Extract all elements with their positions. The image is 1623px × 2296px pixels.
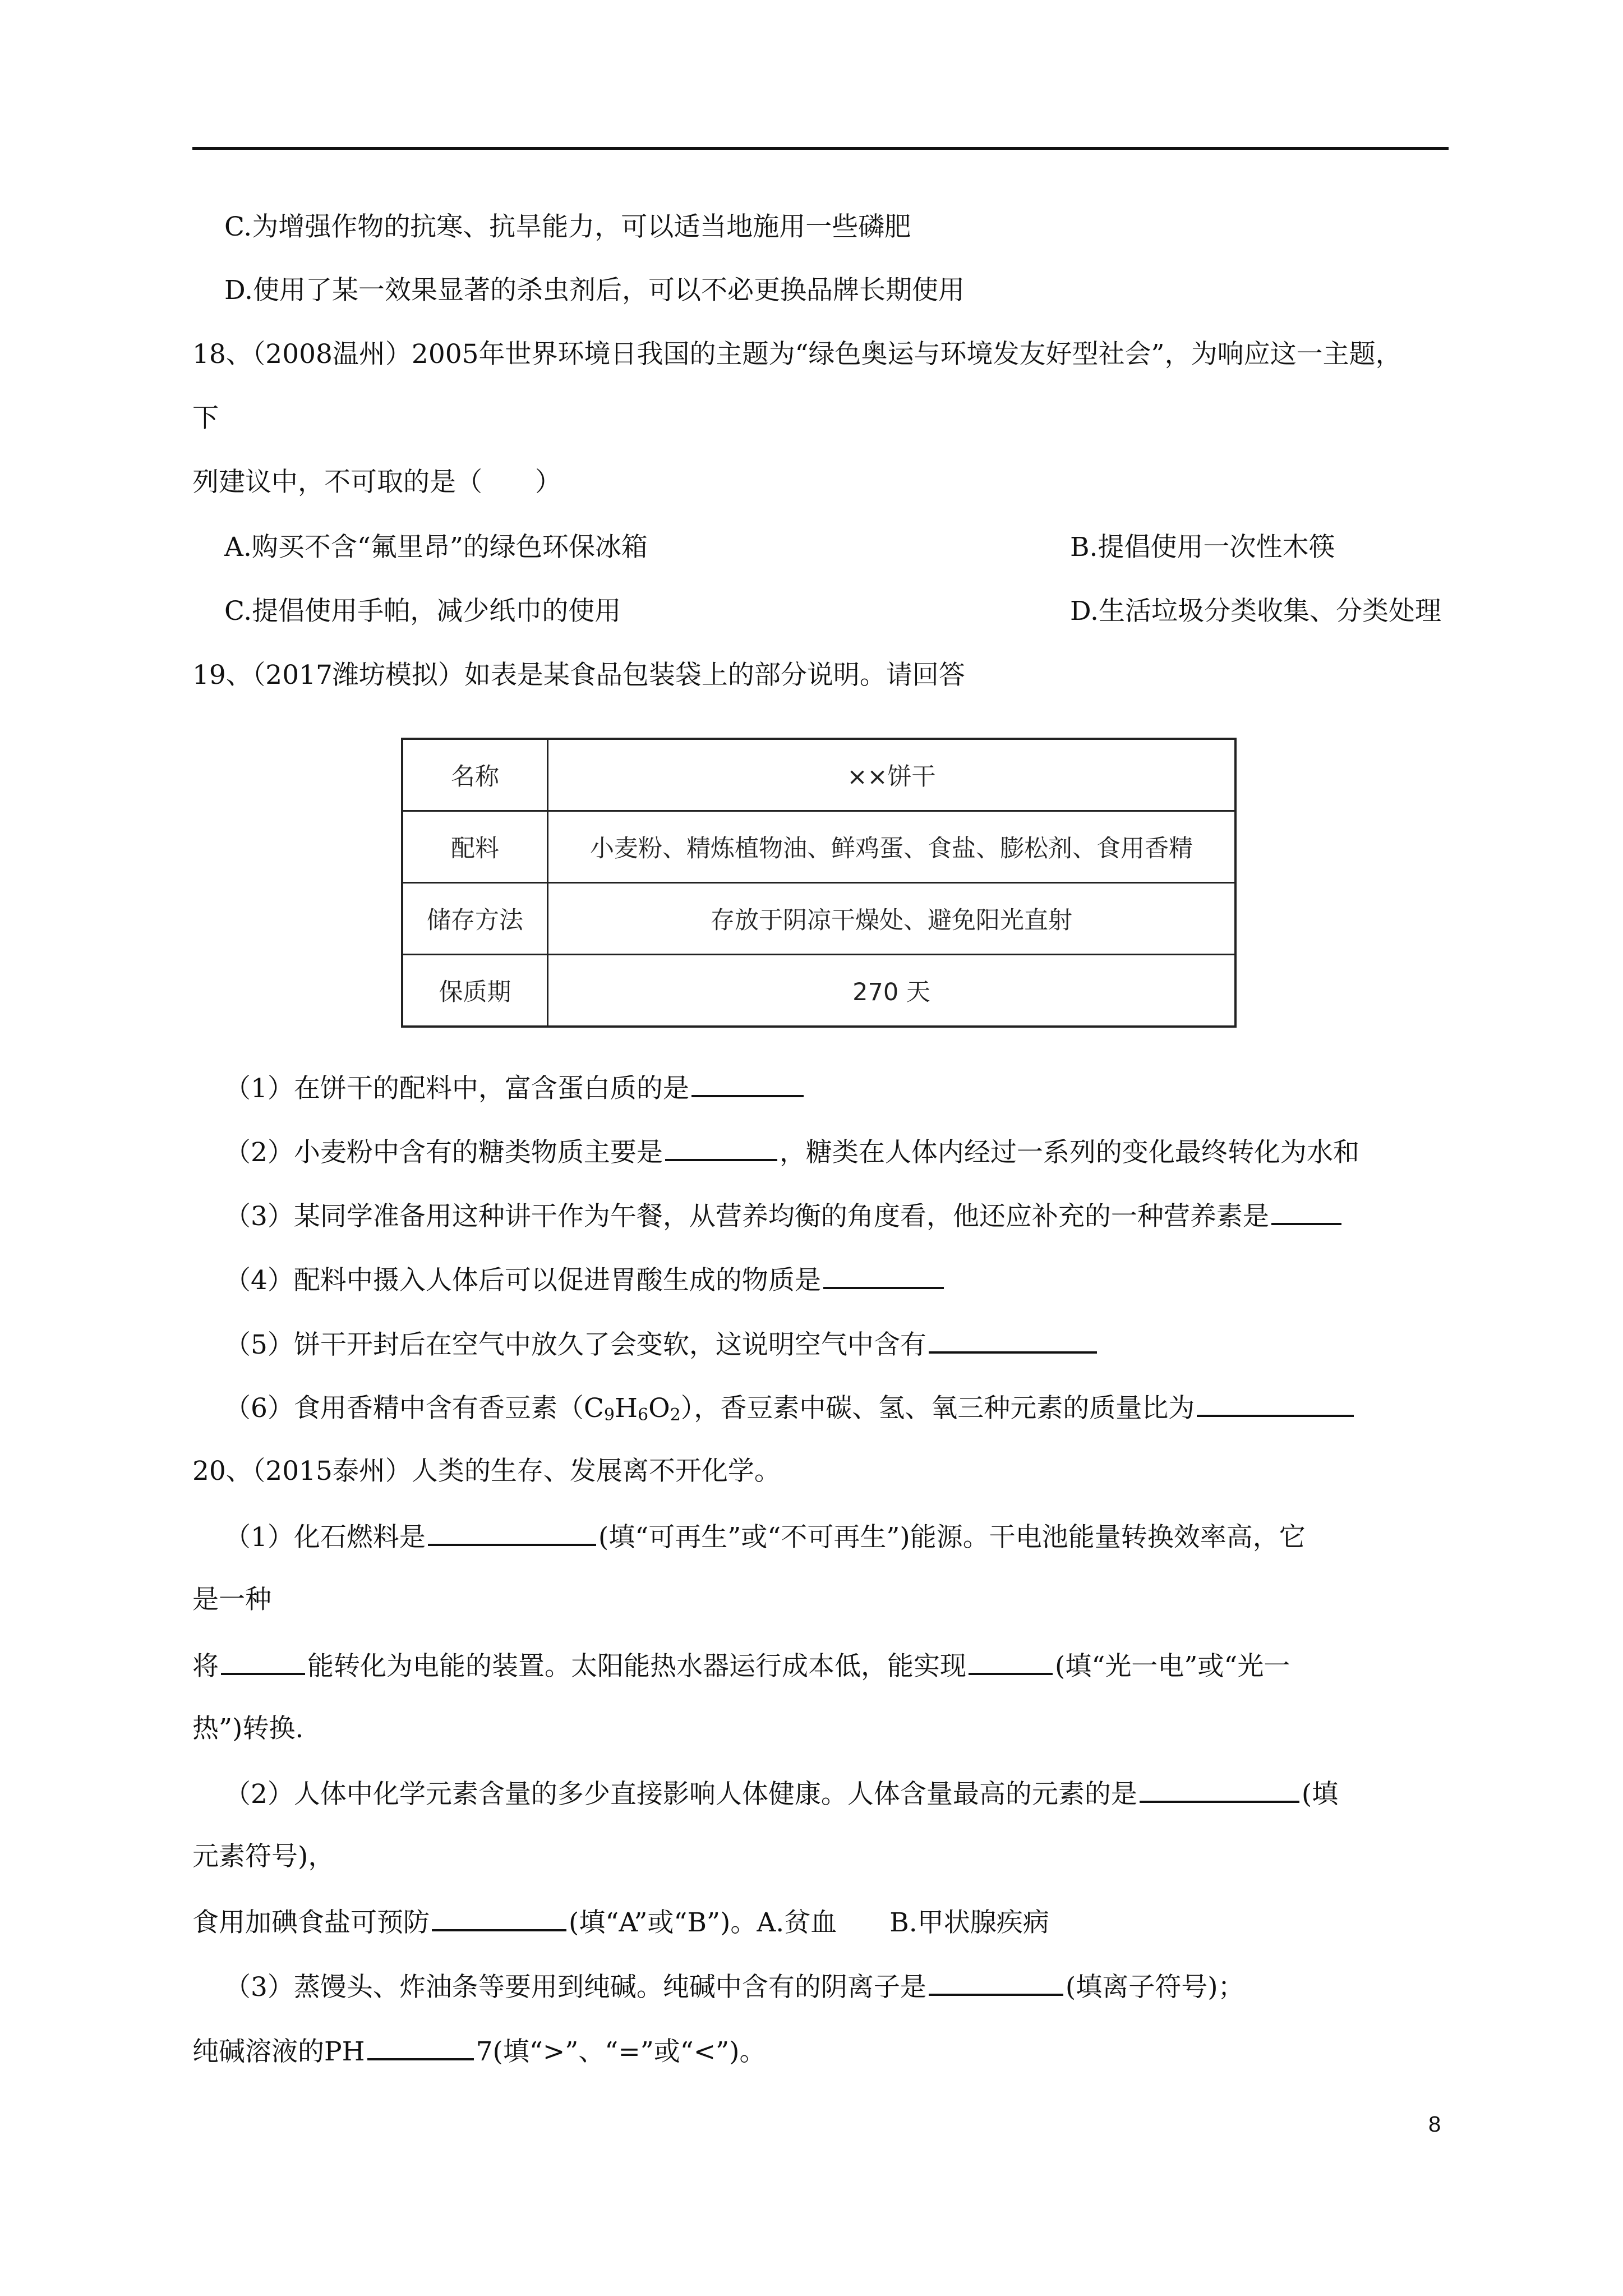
q19-sub3-text: （3）某同学准备用这种讲干作为午餐，从营养均衡的角度看，他还应补充的一种营养素是 — [224, 1201, 1269, 1232]
q20-part3-line1 — [224, 1969, 1481, 2004]
answer-blank — [221, 1648, 305, 1675]
formula-subscript: 9 — [603, 1405, 615, 1425]
q19-sub5-text: （5）饼干开封后在空气中放久了会变软，这说明空气中含有 — [224, 1329, 926, 1360]
answer-blank — [969, 1648, 1053, 1675]
answer-blank — [1140, 1776, 1299, 1803]
table-label-storage: 储存方法 — [402, 883, 548, 955]
q20-part1-line3 — [192, 1648, 1449, 1683]
q20-part2-line3 — [192, 1904, 1449, 1940]
q19-sub1 — [224, 1070, 1481, 1106]
table-value-storage: 存放于阴凉干燥处、避免阳光直射 — [548, 883, 1236, 955]
q20-part1-text-e: 能转化为电能的装置。太阳能热水器运行成本低，能实现 — [307, 1651, 966, 1682]
table-label-ingredients: 配料 — [402, 811, 548, 883]
page-number: 8 — [1428, 2112, 1441, 2137]
q20-part2-text-a: （2）人体中化学元素含量的多少直接影响人体健康。人体含量最高的元素的是 — [224, 1779, 1137, 1810]
table-label-name: 名称 — [402, 739, 548, 811]
table-row — [402, 883, 1235, 955]
q20-part1-text-b: (填“可再生”或“不可再生”)能源。干电池能量转换效率高，它 — [598, 1522, 1306, 1553]
q19-sub2 — [224, 1134, 1481, 1170]
q20-part1-text-d: 将 — [192, 1651, 219, 1682]
q17-option-d: D.使用了某一效果显著的杀虫剂后，可以不必更换品牌长期使用 — [224, 275, 965, 306]
q19-sub4 — [224, 1262, 1481, 1297]
q20-part2-text-d: 食用加碘食盐可预防 — [192, 1907, 430, 1938]
q17-option-c: C.为增强作物的抗寒、抗旱能力，可以适当地施用一些磷肥 — [224, 211, 911, 242]
q20-part1-line4: 热”)转换. — [192, 1713, 304, 1744]
q18-option-b: B.提倡使用一次性木筷 — [1070, 532, 1335, 563]
q19-sub6-text-a: （6）食用香精中含有香豆素（C — [224, 1393, 604, 1424]
q19-sub2-text-a: （2）小麦粉中含有的糖类物质主要是 — [224, 1137, 663, 1168]
table-label-shelf-life: 保质期 — [402, 955, 548, 1027]
q20-part1-line1 — [224, 1519, 1481, 1554]
answer-blank — [1197, 1390, 1354, 1417]
formula-element: O — [648, 1393, 670, 1424]
q18-options-row2 — [224, 595, 1481, 628]
q19-sub6 — [224, 1390, 1481, 1432]
q19-stem: 19、（2017潍坊模拟）如表是某食品包装袋上的部分说明。请回答 — [192, 660, 965, 691]
q20-part2-line2: 元素符号)， — [192, 1841, 335, 1872]
answer-blank — [428, 1519, 596, 1546]
q20-part1-text-a: （1）化石燃料是 — [224, 1522, 426, 1553]
table-value-ingredients: 小麦粉、精炼植物油、鲜鸡蛋、食盐、膨松剂、食用香精 — [548, 811, 1236, 883]
q19-sub4-text: （4）配料中摄入人体后可以促进胃酸生成的物质是 — [224, 1265, 821, 1296]
table-value-name: ××饼干 — [548, 739, 1236, 811]
header-rule — [192, 147, 1449, 150]
q20-part3-text-d: 7(填“>”、“=”或“<”)。 — [476, 2036, 766, 2067]
q20-part2-line1 — [224, 1776, 1481, 1811]
q20-part3-text-b: (填离子符号)； — [1065, 1972, 1244, 2003]
q20-part3-line2 — [192, 2033, 1449, 2069]
q19-sub5 — [224, 1327, 1481, 1362]
answer-blank — [367, 2033, 474, 2060]
q18-option-a: A.购买不含“氟里昂”的绿色环保冰箱 — [224, 532, 648, 563]
table-row — [402, 739, 1235, 811]
answer-blank — [929, 1327, 1097, 1354]
q20-part1-line2: 是一种 — [192, 1584, 271, 1615]
table-value-shelf-life: 270 天 — [548, 955, 1236, 1027]
answer-blank — [432, 1904, 566, 1931]
formula-subscript: 2 — [670, 1405, 681, 1425]
q20-part1-text-f: (填“光一电”或“光一 — [1055, 1651, 1290, 1682]
table-row — [402, 955, 1235, 1027]
answer-blank — [823, 1262, 944, 1289]
answer-blank — [1271, 1198, 1341, 1225]
q18-option-d: D.生活垃圾分类收集、分类处理 — [1070, 596, 1441, 627]
q19-sub1-text: （1）在饼干的配料中，富含蛋白质的是 — [224, 1073, 689, 1104]
q20-part2-text-b: (填 — [1301, 1779, 1339, 1810]
q18-stem-line1: 18、（2008温州）2005年世界环境日我国的主题为“绿色奥运与环境发友好型社会”，为响应这一主题， — [192, 339, 1402, 370]
q20-part3-text-a: （3）蒸馒头、炸油条等要用到纯碱。纯碱中含有的阴离子是 — [224, 1972, 926, 2003]
q19-sub3 — [224, 1198, 1481, 1234]
q18-stem-line2: 下 — [192, 403, 219, 434]
q19-sub2-text-b: ，糖类在人体内经过一系列的变化最终转化为水和 — [779, 1137, 1359, 1168]
table-row — [402, 811, 1235, 883]
answer-blank — [691, 1070, 804, 1097]
q18-option-c: C.提倡使用手帕，减少纸巾的使用 — [224, 596, 621, 627]
formula-subscript: 6 — [637, 1405, 649, 1425]
q19-sub6-text-b: ），香豆素中碳、氢、氧三种元素的质量比为 — [680, 1393, 1195, 1424]
q20-part2-text-e: (填“A”或“B”)。A.贫血 B.甲状腺疾病 — [569, 1907, 1049, 1938]
q20-stem: 20、（2015泰州）人类的生存、发展离不开化学。 — [192, 1456, 781, 1487]
food-label-table — [401, 738, 1237, 1028]
answer-blank — [929, 1969, 1063, 1996]
q18-options-row1 — [224, 531, 1481, 564]
formula-element: H — [614, 1393, 638, 1424]
q20-part3-text-c: 纯碱溶液的PH — [192, 2036, 365, 2067]
answer-blank — [665, 1134, 777, 1161]
q18-stem-line3: 列建议中，不可取的是（ ） — [192, 467, 561, 498]
